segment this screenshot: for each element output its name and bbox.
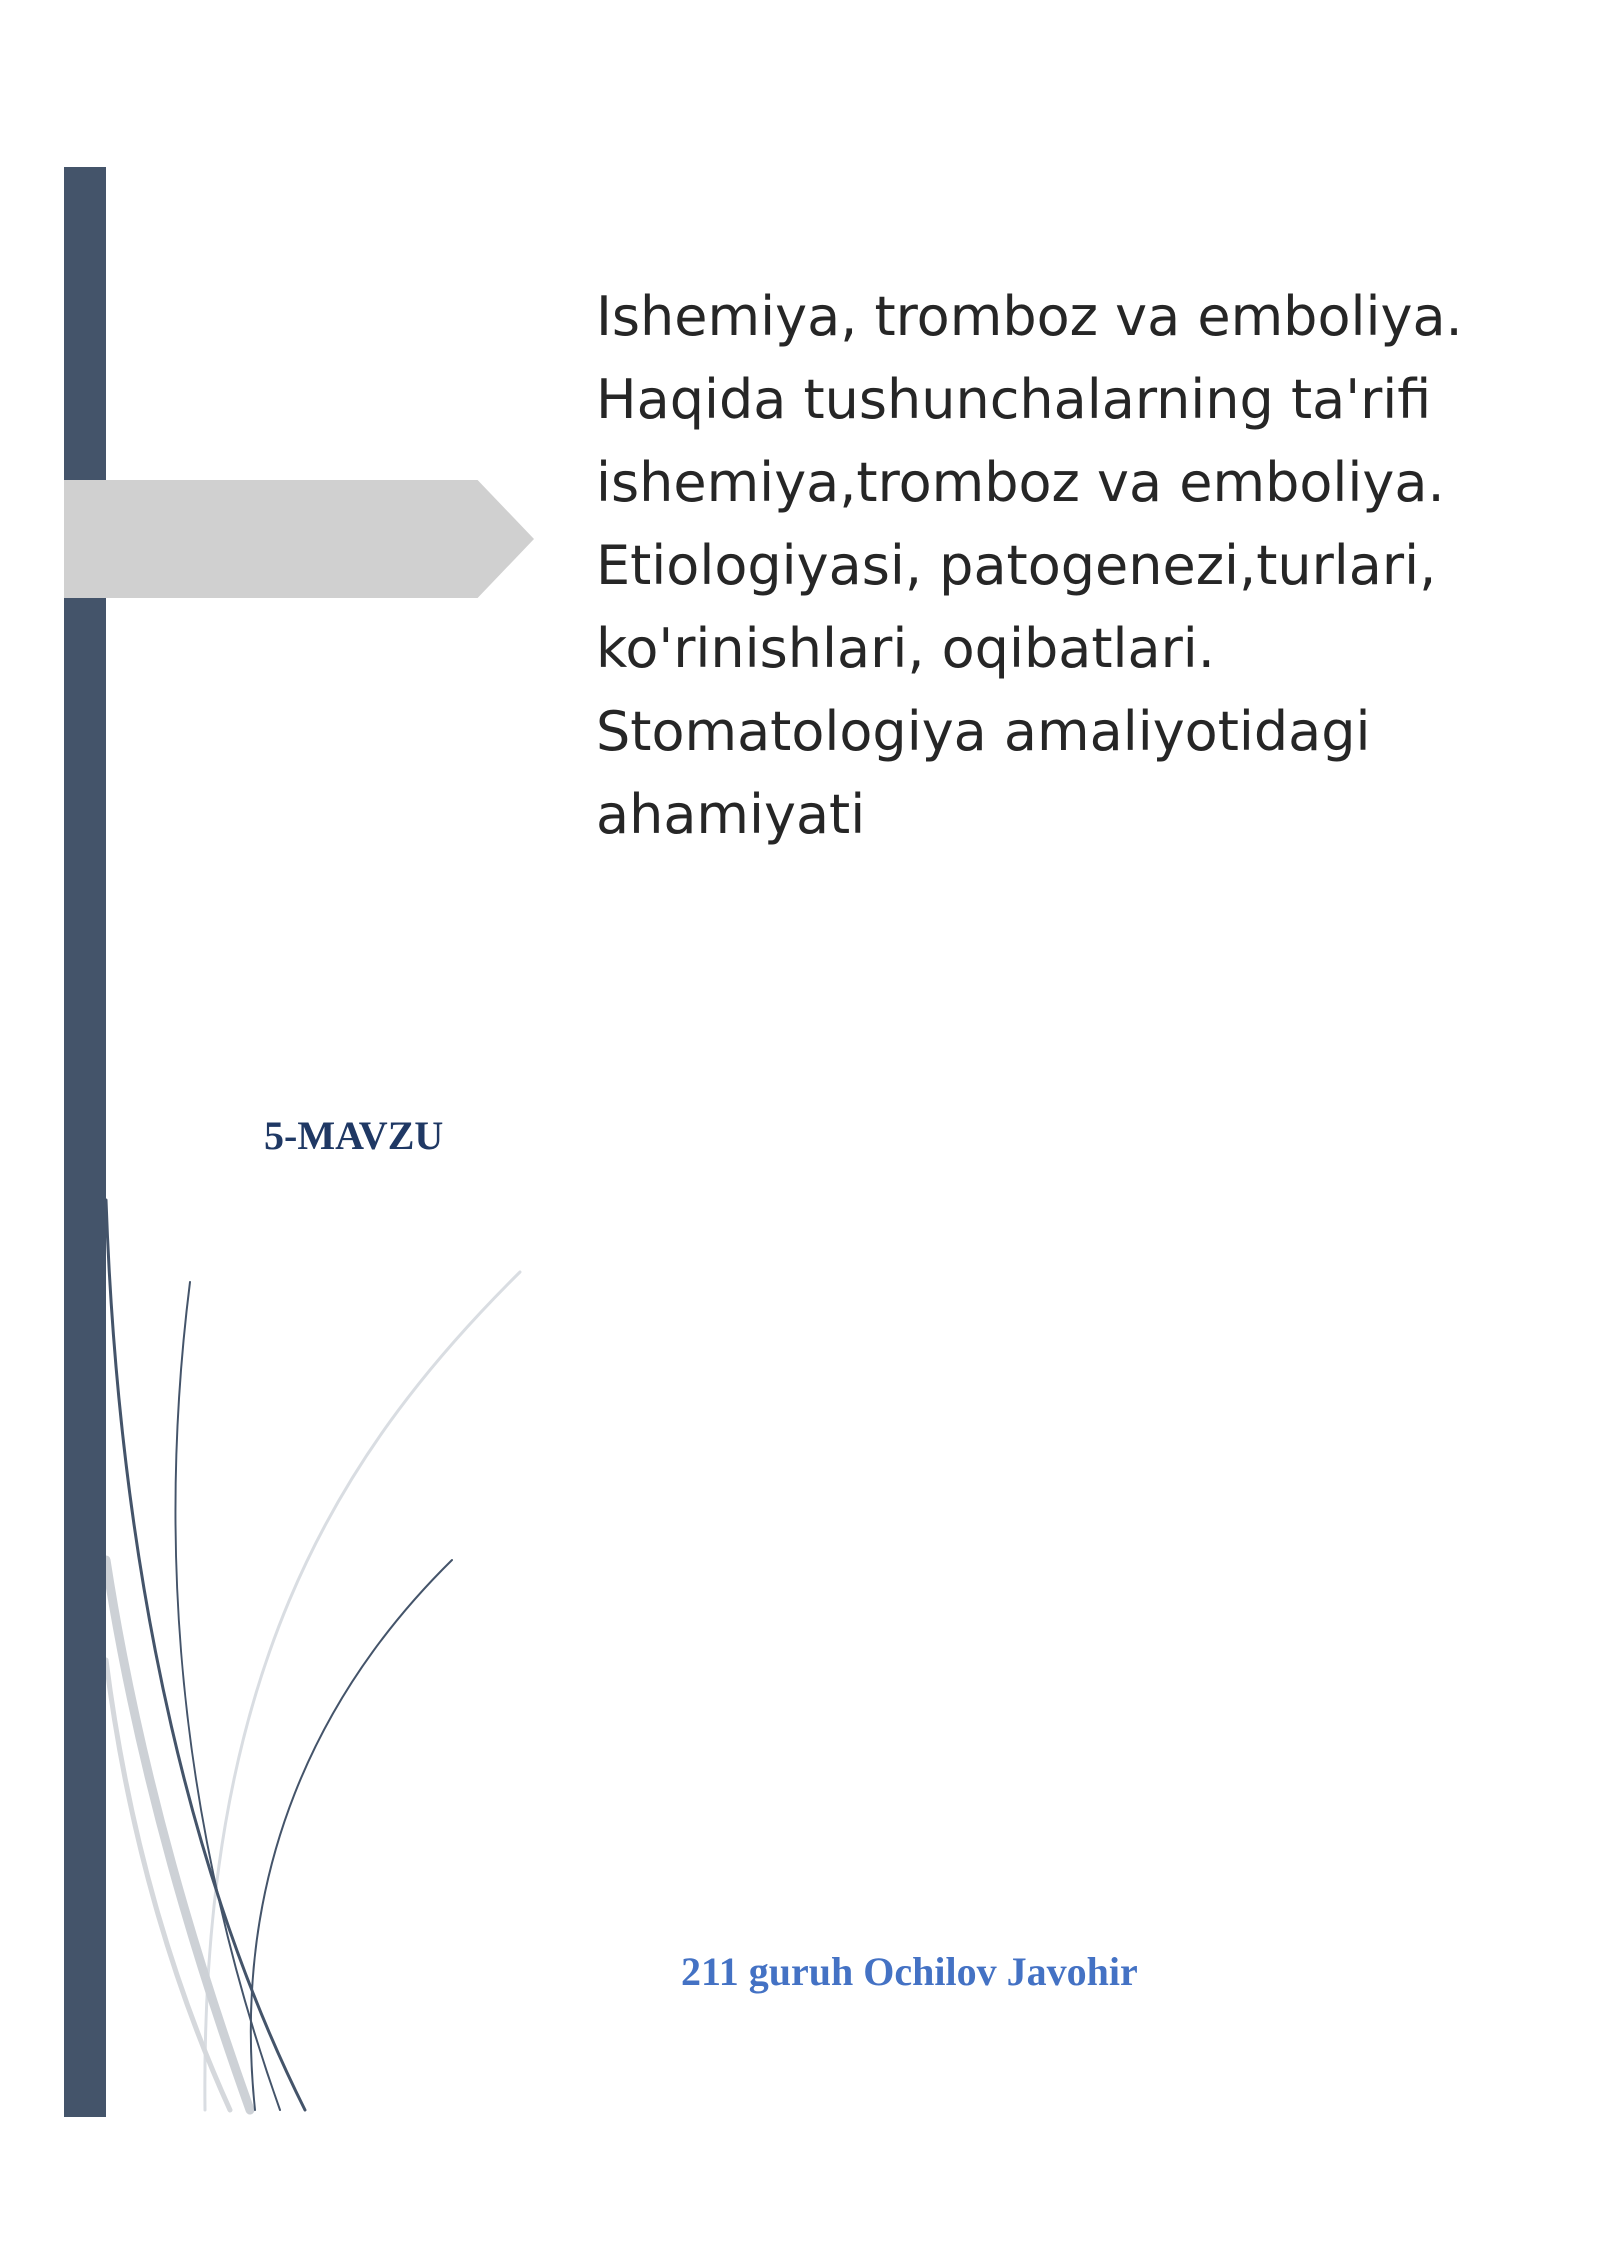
arrow-banner	[64, 480, 534, 598]
document-title: Ishemiya, tromboz va emboliya. Haqida tushunchalarning ta'rifi ishemiya,tromboz va emboliya. Etiologiyasi, patogenezi,turlari, ko'rinishlari, oqibatlari. Stomatologiya amaliyotidagi ahamiyati	[596, 285, 1463, 846]
author-line: 211 guruh Ochilov Javohir	[681, 1949, 1138, 1994]
title-block	[596, 275, 1526, 846]
swoosh-dark-3	[251, 1560, 452, 2110]
swoosh-light-3	[106, 1660, 230, 2110]
subject-label: 5-MAVZU	[264, 1113, 444, 1158]
swoosh-light-2	[106, 1560, 250, 2110]
vertical-accent-bar	[64, 167, 106, 2117]
swoosh-dark-2	[175, 1282, 280, 2110]
